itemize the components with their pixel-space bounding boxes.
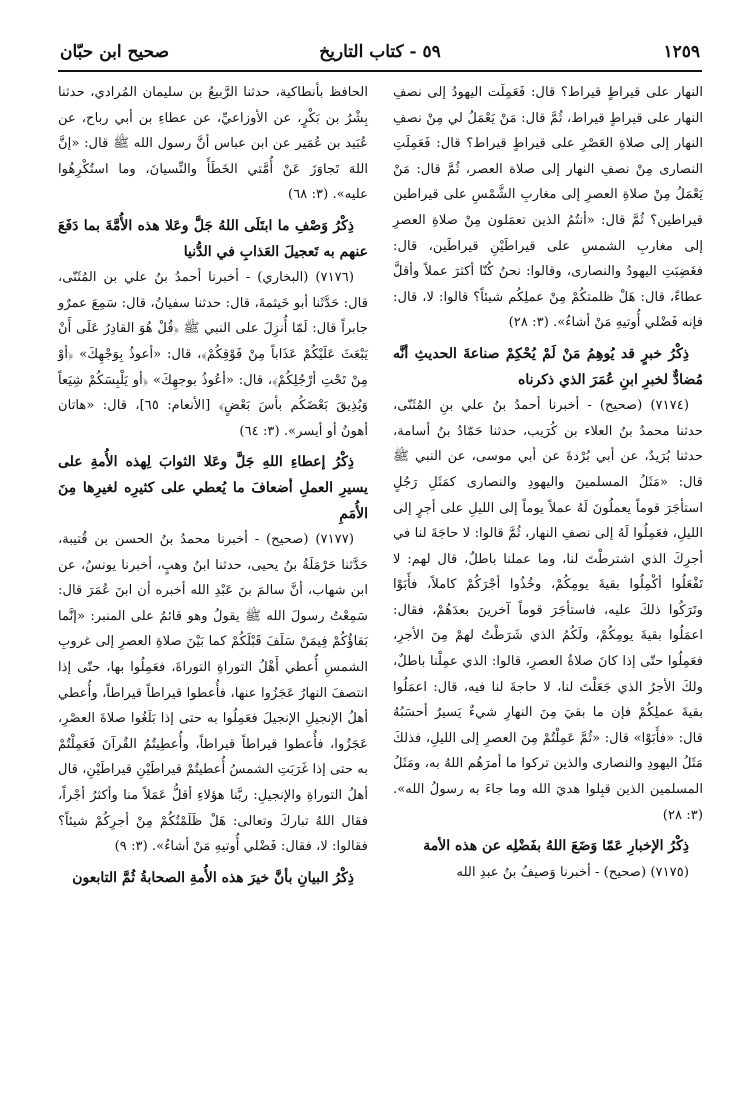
text-paragraph: الحافظ بأنطاكية، حدثنا الرَّبيعُ بن سليمان المُرادي، حدثنا بِشْرُ بن بَكْرٍ، عن الأوزاعيِّ، عن عطاءِ بن أبي رباح، عن عُبَيد بن عُمَير عن ابن عباس أنَّ رسول الله ﷺ قال: «إنَّ اللهَ تَجاوَزَ عَنْ أُمَّتي الخَطَأَ والنِّسيانَ، وما استُكْرِهُوا عليه». (٣: ٦٨) — [58, 85, 368, 203]
right-text-column — [393, 80, 703, 885]
header-divider — [58, 70, 702, 72]
section-heading: ذِكْرُ إعطاءِ اللهِ جَلَّ وعَلا الثوابَ لِهذه الأُمةِ على يسيرِ العملِ أضعافَ ما يُعطي على كثيرِه لغيرِها مِنَ الأُمَمِ — [58, 454, 368, 522]
text-paragraph: (٧١٧٧) (صحيح) - أخبرنا محمدُ بنُ الحسن بن قُتيبة، حَدَّثنا حَرْمَلَةُ بنُ يحيى، حدثنا ابنُ وهبٍ، أخبرنا يونسُ، عن ابن شهاب، أنَّ سالمَ بنَ عَبْدِ الله أخبره أن ابنَ عُمَرَ قال: سَمِعْتُ رسولَ الله ﷺ يقولُ وهو قائمٌ على المنبر: «إنَّما بَقاؤُكُمْ فِيمَنْ سَلَفَ قَبْلَكُمْ كما بَيْنَ صلاةِ العصرِ إلى غروبِ الشمسِ أُعطي أَهْلُ التوراةِ التوراةَ، فعَمِلُوا بها، حتّى إذا انتصفَ النهارُ عَجَزُوا عنها، فأُعطوا قيراطاً قيراطاً، وأُعطي أهلُ الإنجيلِ الإنجيلَ فعَمِلُوا به حتى إذا بَلَغُوا صلاةَ العصْرِ، عَجَزُوا، فأُعطوا قيراطاً قيراطاً، وأُعطِيتُمُ القُرآنَ فَعَمِلْتُمْ به حتى إذا غَرَبَتِ الشمسُ أُعطيتُمْ قيراطَيْنِ قيراطَيْنِ، قال أهلُ التوراةِ والإنجيلِ: ربَّنا هؤلاءِ أقلُّ عَمَلاً منا وأكثرُ أجْراً، فقال اللهُ تباركَ وتعالى: هَلْ ظَلَمْتُكُمْ مِنْ أجرِكُمْ شيئاً؟ فقالوا: لا، فقال: فَضْلي أُوتيهِ مَنْ أشاءُ». (٣: ٩) — [58, 532, 368, 855]
text-paragraph: (٧١٧٦) (البخاري) - أخبرنا أحمدُ بنُ علي بن المُثَنّى، قال: حَدَّثَنا أبو خَيثمةَ، قال: حدثنا سفيانُ، قال: سَمِعَ عمرٌو جابراً قال: لَمّا أُنزِلَ على النبي ﷺ ﴿قُلْ هُوَ القادِرُ عَلَى أَنْ يَبْعَثَ عَلَيْكُمْ عَذَاباً مِنْ فَوْقِكُمْ﴾، قال: «أعوذُ بِوَجْهِكَ» ﴿أوْ مِنْ تَحْتِ أرْجُلِكُمْ﴾، قال: «أعُوذُ بوجهِكَ» ﴿أو يَلْبِسَكُمْ شِيَعاً وَيُذِيقَ بَعْضَكُم بأسَ بَعْضٍ﴾ [الأنعام: ٦٥]، قال: «هاتان أهونُ أو أيسر». (٣: ٦٤) — [58, 270, 368, 439]
left-text-column — [58, 80, 368, 891]
text-paragraph: (٧١٧٤) (صحيح) - أخبرنا أحمدُ بنُ علي بنِ المُثَنّى، حدثنا محمدُ بنُ العلاء بن كُرَيب، حدثنا حَمّادُ بنُ أسامة، حدثنا بُرَيدٌ، عن أبي بُرْدةَ عن أبي موسى، عن النبي ﷺ قال: «مَثَلُ المسلمينَ واليهودِ والنصارى كمَثَلِ رَجُلٍ استأجَرَ قوماً يعملُونَ لَهُ عملاً يوماً إلى الليلِ على أجرٍ إلى الليلِ، فعَمِلُوا لَهُ إلى نصفِ النهار، ثُمَّ قالوا: لا حاجَةَ لنا في أجرِكَ الذي اشترطْتَ لنا، وما عملنا باطلٌ، قال لهم: لا تَفْعَلُوا أكْمِلُوا بقيةَ يومِكُمْ، وخُذُوا أجْرَكُمْ كاملاً، فأَبَوْا وتَرَكُوا ذلكَ عليه، فاستأجَرَ قوماً آخرينَ بعدَهُمْ، فقال: اعمَلُوا بقيةَ يومِكُمْ، ولَكُمُ الذي شَرَطْتُ لهمْ مِنَ الأجرِ، فعَمِلُوا حتّى إذا كانَ صلاةُ العصرِ، قالوا: الذي عمِلْنا باطلٌ، ولكَ الأجرُ الذي جَعَلْتَ لنا، لا حاجةَ لنا فيه، قال: اعمَلُوا بقيةَ عملِكُمْ فإن ما بقيَ مِنَ النهارِ شيءٌ يَسيرٌ أحسَبُهُ قال: «فأَبَوْا» قال: «ثُمَّ عَمِلْتُمْ مِنَ العصرِ إلى الليلِ، فذلكَ مَثَلُ اليهودِ والنصارى والذين تركوا ما أمرَهُم اللهُ به، ومَثَلُ المسلمين الذين قبِلوا هديَ الله وما جاءَ به رسولُ الله». (٣: ٢٨) — [393, 398, 703, 823]
text-paragraph: النهار على قيراطٍ قيراط؟ قال: فَعَمِلَت اليهودُ إلى نصفِ النهار على قيراطٍ قيراط، ثُمَّ قال: مَنْ يَعْمَلُ لي مِنْ نصفِ النهار إلى صلاةِ العَصْرِ على قيراطٍ قيراط؟ قال: فَعَمِلَتِ النصارى مِنْ نصفِ النهار إلى صلاة العصر، ثُمَّ قال: مَنْ يَعْمَلُ مِنْ صلاةِ العصرِ إلى مغاربِ الشَّمْسِ على قيراطين قيراطين؟ ثُمَّ قال: «أنتُمُ الذين تعمَلون مِنْ صلاةِ العصرِ إلى مغاربِ الشمسِ على قيراطَيْنِ قيراطَين، قال: فغَضِبَتِ اليهودُ والنصارى، وقالوا: نحنُ كُنّا أكثرَ عملاً وأقلَّ عطاءً، قال: هَلْ ظلمتكُمْ مِنْ عملِكُم شيئاً؟ قالوا: لا، قال: فإنه فَضْلي أُوتيهِ مَنْ أشاءُ». (٣: ٢٨) — [393, 85, 703, 331]
section-heading: ذِكْرُ البيانِ بأنَّ خيرَ هذه الأُمةِ الصحابةُ ثُمَّ التابعون — [72, 869, 354, 886]
page-number: ١٢٥٩ — [663, 42, 700, 62]
page-header — [60, 40, 700, 70]
book-title: ٥٩ - كتاب التاريخ — [319, 42, 441, 62]
section-heading: ذِكْرُ وَصْفِ ما ابتَلَى اللهُ جَلَّ وعَلا هذه الأُمَّةَ بما دَفَعَ عنهم به تَعجيلَ العَذابِ في الدُّنيا — [58, 217, 368, 260]
source-title: صحيح ابن حبّان — [60, 42, 170, 62]
section-heading: ذِكْرُ خبرٍ قد يُوهِمُ مَنْ لَمْ يُحْكِمْ صناعةَ الحديثِ أنَّه مُضادٌّ لخبرِ ابنِ عُمَرَ الذي ذكرناه — [393, 345, 703, 388]
text-paragraph: (٧١٧٥) (صحيح) - أخبرنا وَصيفُ بنُ عبدِ الله — [456, 864, 689, 880]
section-heading: ذِكْرُ الإخبارِ عَمّا وَضَعَ اللهُ بفَضْلِه عن هذه الأمة — [423, 838, 689, 855]
